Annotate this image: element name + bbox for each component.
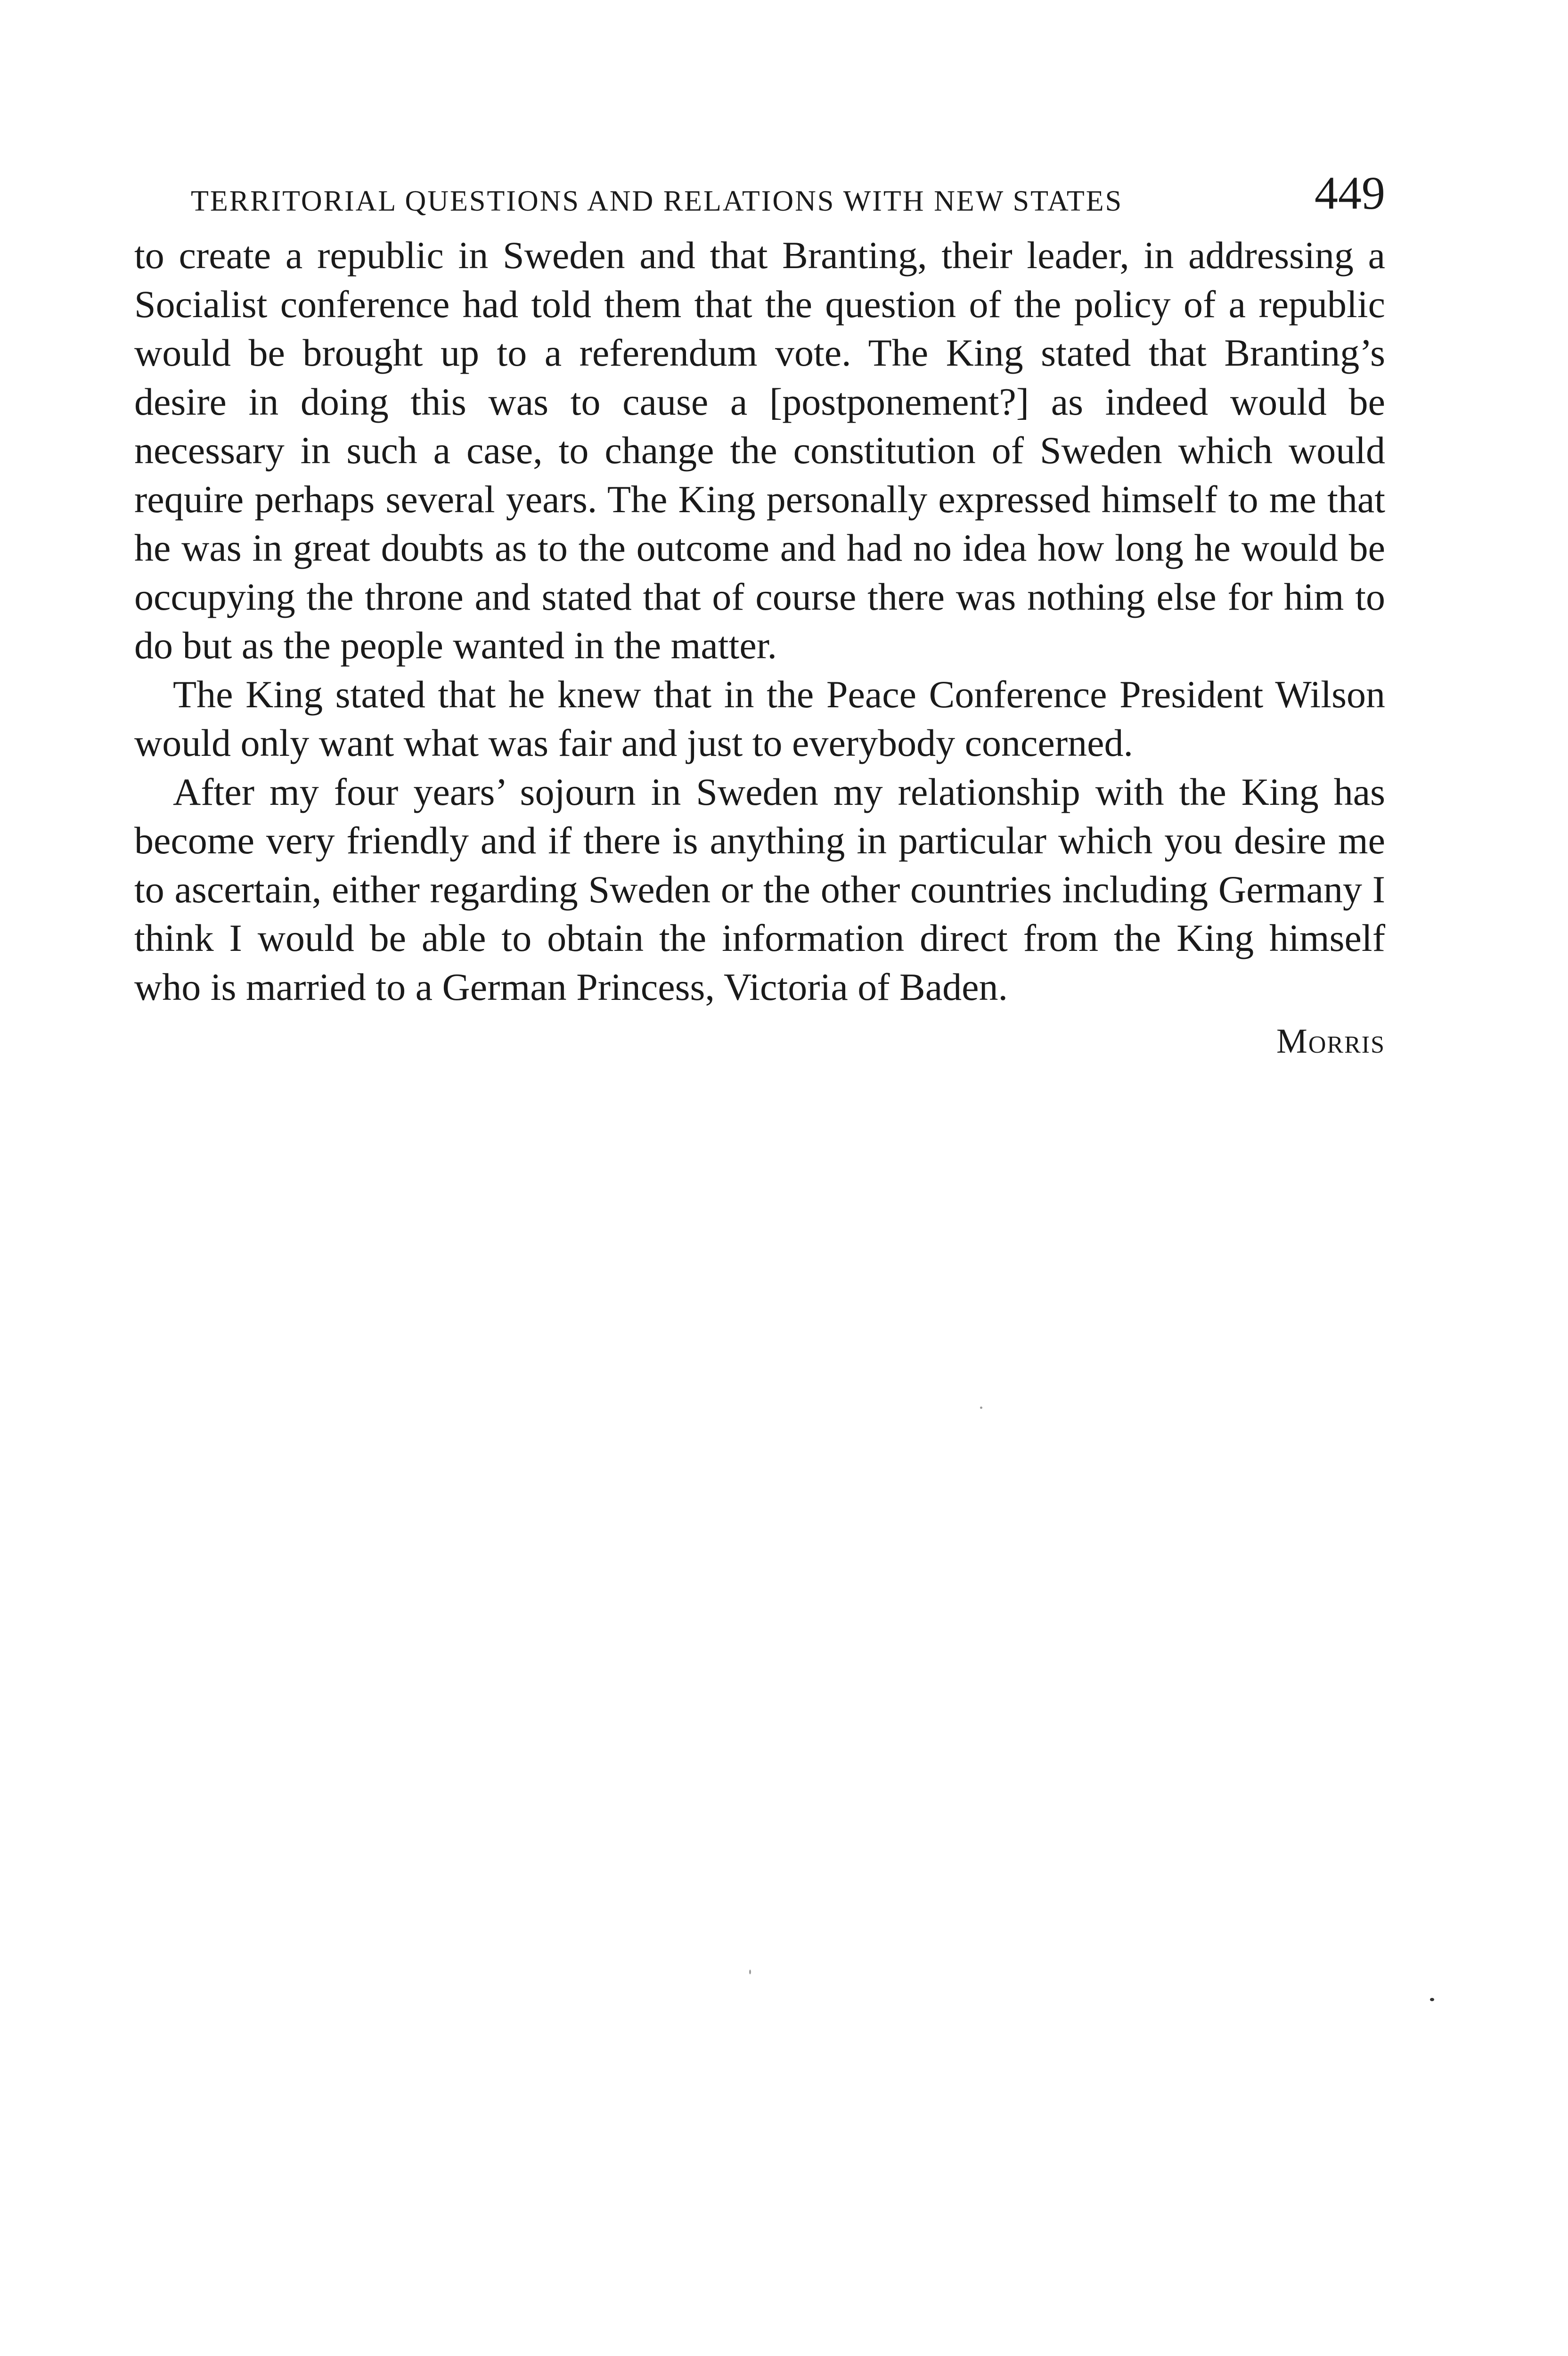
running-head (134, 167, 1385, 231)
scan-speck (1430, 1998, 1434, 2001)
paragraph-continued: to create a republic in Sweden and that Branting, their leader, in addressing a Socialist conference had told them that the question of the policy of a republic would be brought up to a referendum vote. The King stated that Branting’s desire in doing this was to cause a [postponement?] as indeed would be necessary in such a case, to change the constitution of Sweden which would require perhaps several years. The King personally expressed himself to me that he was in great doubts as to the outcome and had no idea how long he would be occupying the throne and stated that of course there was nothing else for him to do but as the people wanted in the matter. (134, 234, 1385, 667)
paragraph-relationship-with-king: After my four years’ sojourn in Sweden my relationship with the King has become very friendly and if there is anything in particular which you desire me to ascertain, either regarding Sweden or the other countries including Germany I think I would be able to obtain the information direct from the King himself who is married to a German Princess, Victoria of Baden. (134, 770, 1385, 1008)
page-number: 449 (1315, 167, 1385, 219)
signature: Morris (1276, 1022, 1385, 1061)
scan-speck (749, 1970, 751, 1974)
running-title: TERRITORIAL QUESTIONS AND RELATIONS WITH NEW STATES (191, 185, 1123, 217)
scan-speck (980, 1407, 982, 1409)
body-text (134, 231, 1385, 1011)
paragraph-peace-conference: The King stated that he knew that in the Peace Conference President Wilson would only want what was fair and just to everybody concerned. (134, 672, 1385, 764)
document-page (134, 167, 1385, 1062)
